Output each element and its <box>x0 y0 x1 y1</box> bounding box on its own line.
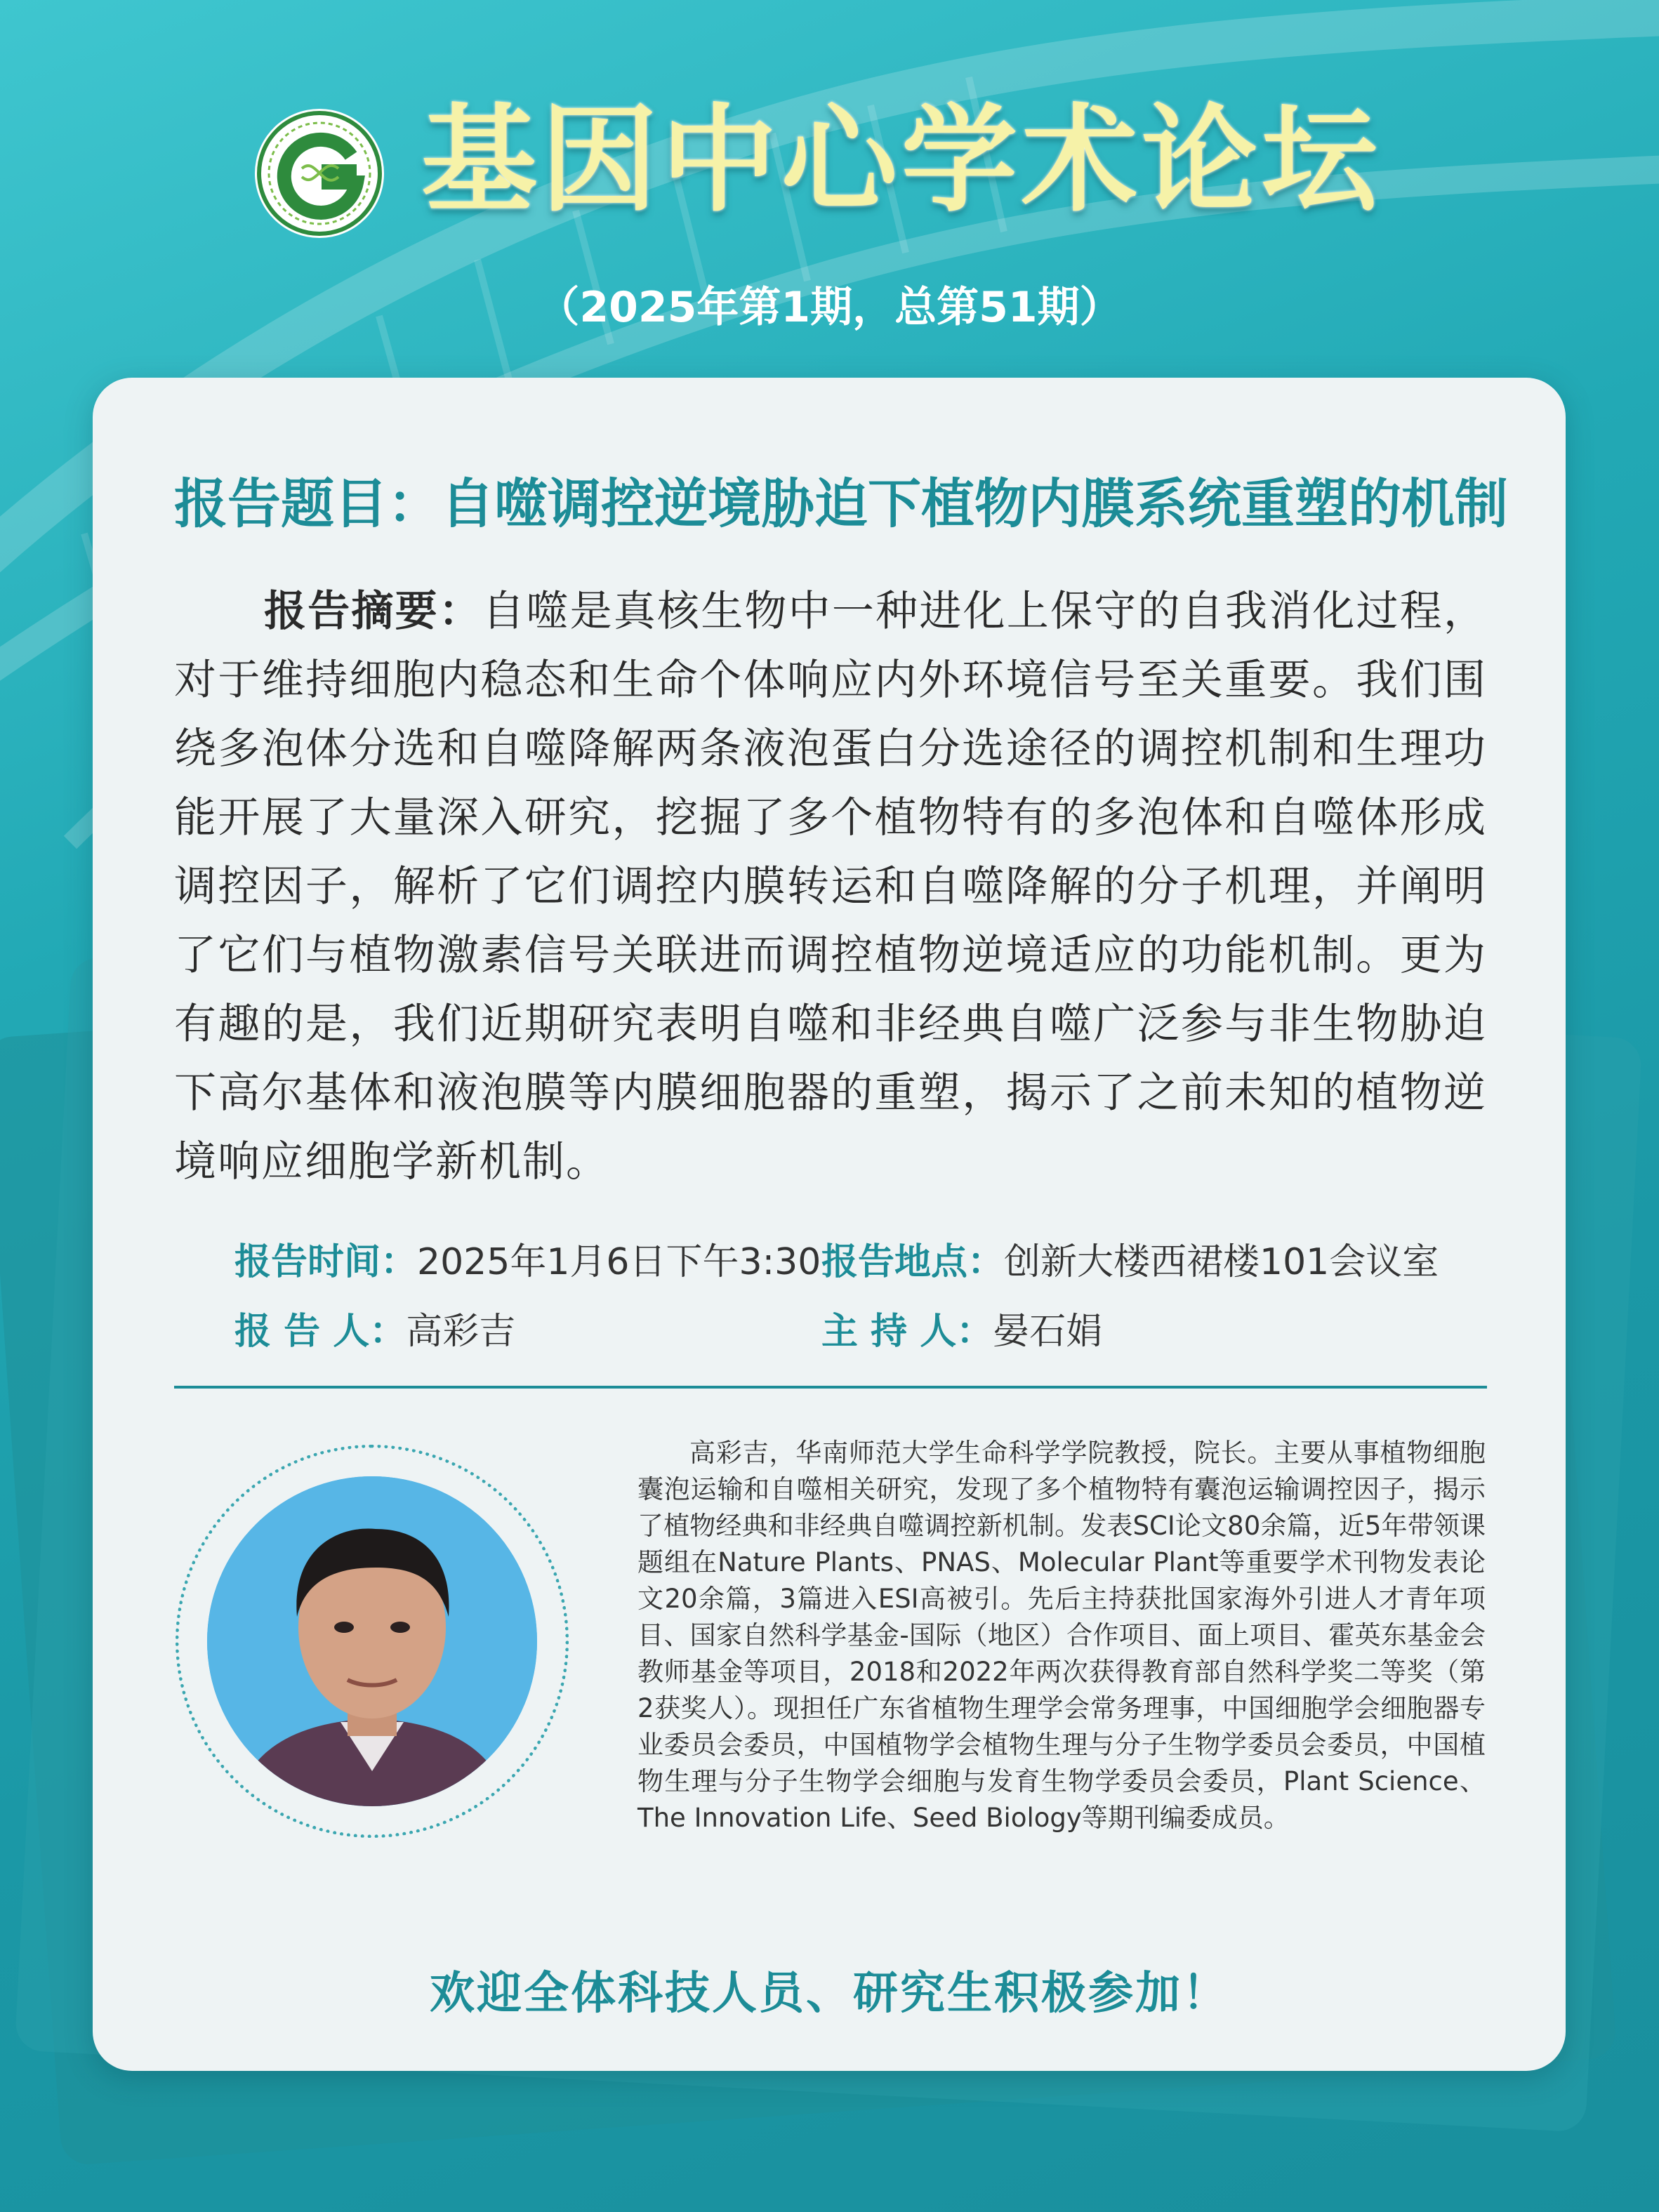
section-divider <box>174 1386 1487 1389</box>
abstract-text: 自噬是真核生物中一种进化上保守的自我消化过程，对于维持细胞内稳态和生命个体响应内外环境信号至关重要。我们围绕多泡体分选和自噬降解两条液泡蛋白分选途径的调控机制和生理功能开展了大量深入研究，挖掘了多个植物特有的多泡体和自噬体形成调控因子，解析了它们调控内膜转运和自噬降解的分子机理，并阐明了它们与植物激素信号关联进而调控植物逆境适应的功能机制。更为有趣的是，我们近期研究表明自噬和非经典自噬广泛参与非生物胁迫下高尔基体和液泡膜等内膜细胞器的重塑，揭示了之前未知的植物逆境响应细胞学新机制。 <box>174 587 1488 1186</box>
speaker-bio: 高彩吉，华南师范大学生命科学学院教授，院长。主要从事植物细胞囊泡运输和自噬相关研究，发现了多个植物特有囊泡运输调控因子，揭示了植物经典和非经典自噬调控新机制。发表SCI论文80余篇，近5年带领课题组在Nature Plants、PNAS、Molecular Plant等重要学术刊物发表论文20余篇，3篇进入ESI高被引。先后主持获批国家海外引进人才青年项目、国家自然科学基金-国际（地区）合作项目、面上项目、霍英东基金会教师基金等项目，2018和2022年两次获得教育部自然科学奖二等奖（第2获奖人）。现担任广东省植物生理学会常务理事，中国细胞学会细胞器专业委员会委员，中国植物学会植物生理与分子生物学委员会委员，中国植物生理与分子生物学会细胞与发育生物学委员会委员，Plant Science、The Innovation Life、Seed Biology等期刊编委成员。 <box>637 1438 1486 1833</box>
speaker-portrait-icon <box>207 1476 537 1806</box>
host-label: 主 持 人： <box>821 1311 993 1353</box>
report-place <box>821 1238 1439 1287</box>
speaker-label: 报 告 人： <box>234 1311 407 1353</box>
report-time <box>234 1238 821 1287</box>
gene-center-logo-icon <box>253 107 386 240</box>
report-title: 报告题目：自噬调控逆境胁迫下植物内膜系统重塑的机制 <box>174 472 1508 535</box>
forum-title: 基因中心学术论坛 <box>421 93 1382 227</box>
time-label: 报告时间： <box>234 1241 418 1283</box>
issue-number: （2025年第1期，总第51期） <box>537 283 1122 332</box>
place-label: 报告地点： <box>821 1241 1005 1283</box>
report-abstract <box>174 577 1487 1196</box>
host-value: 晏石娟 <box>993 1311 1103 1353</box>
place-value: 创新大楼西裙楼101会议室 <box>1004 1241 1439 1283</box>
welcome-message: 欢迎全体科技人员、研究生积极参加！ <box>430 1968 1229 2020</box>
abstract-label: 报告摘要： <box>264 587 483 636</box>
report-host <box>821 1307 1102 1356</box>
speaker-value: 高彩吉 <box>406 1311 516 1353</box>
time-value: 2025年1月6日下午3:30 <box>417 1241 821 1283</box>
report-speaker <box>234 1307 515 1356</box>
